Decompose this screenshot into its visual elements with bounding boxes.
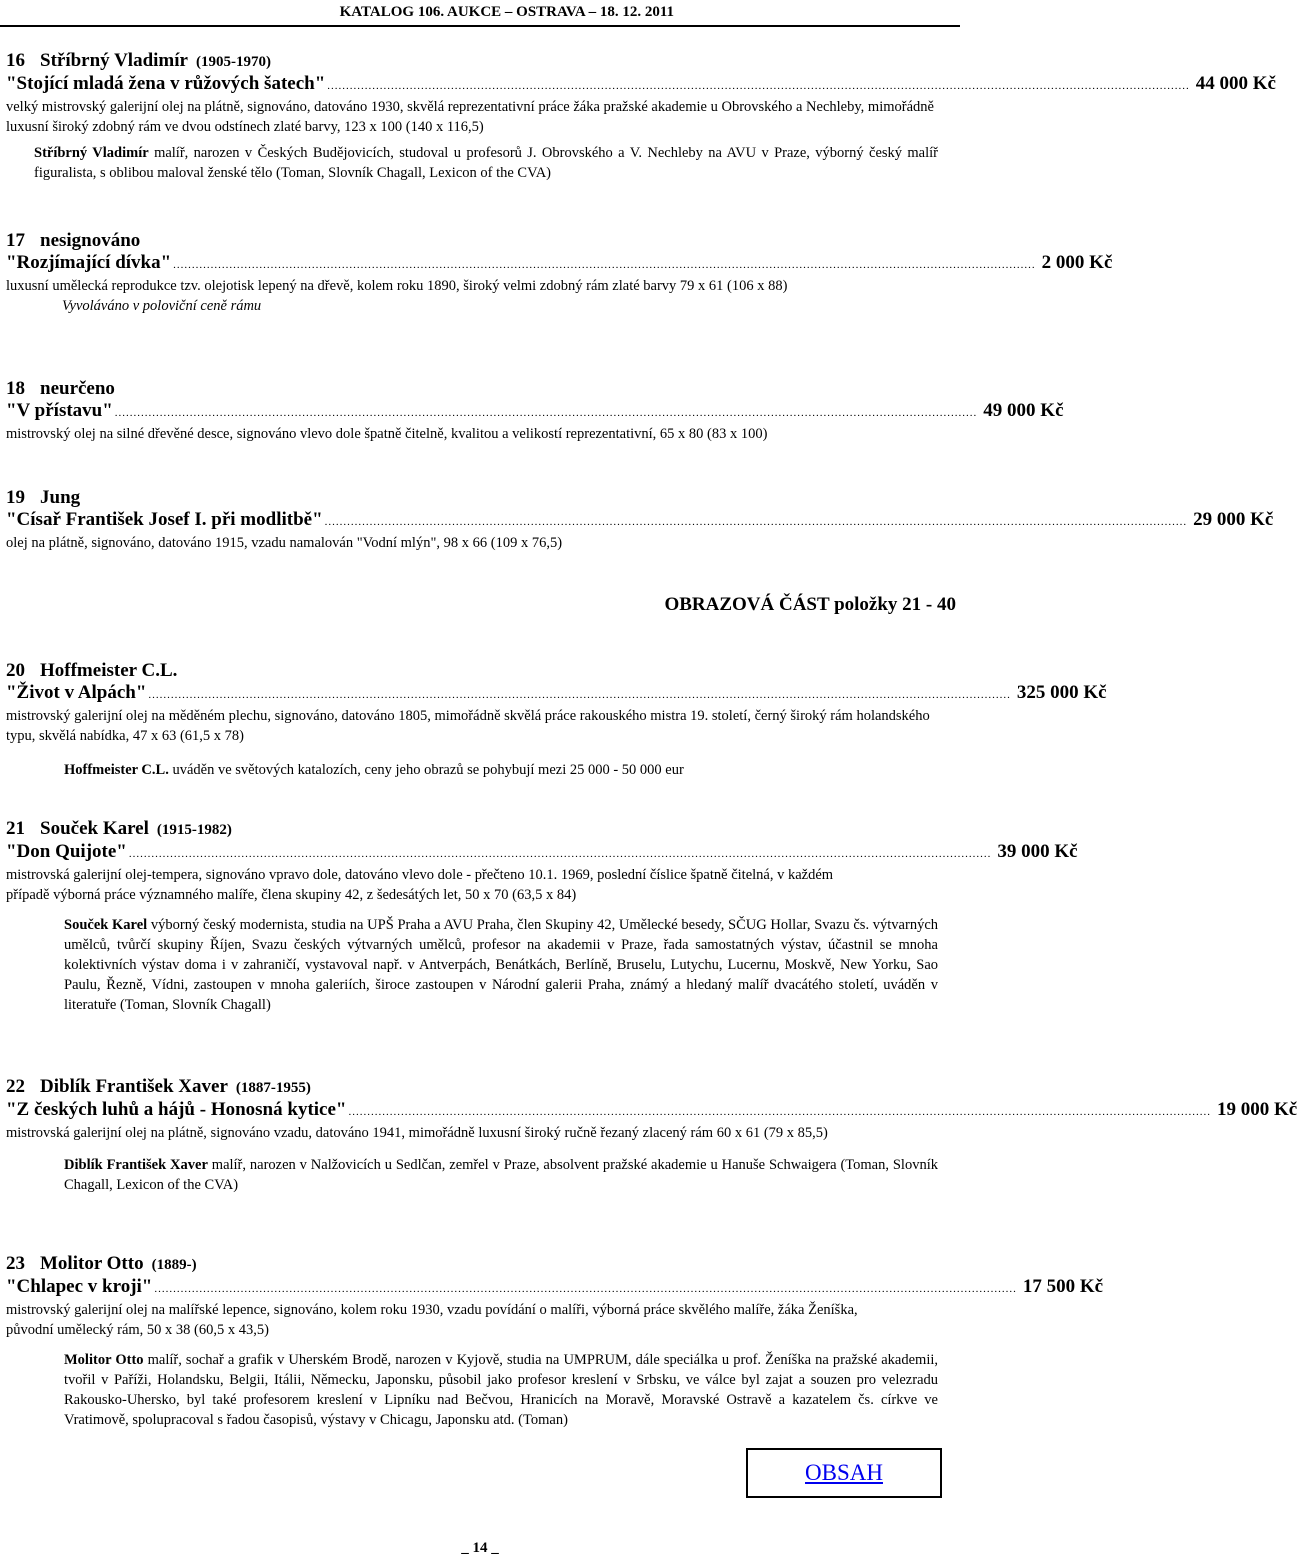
- item-heading: [6, 1253, 938, 1276]
- catalog-item-20: [6, 660, 1107, 780]
- item-heading: [6, 50, 938, 73]
- item-artist: Souček Karel: [40, 818, 149, 839]
- item-price: 19 000 Kč: [1216, 1099, 1297, 1120]
- item-title: "Rozjímající dívka": [6, 252, 172, 273]
- bio-text: malíř, sochař a grafik v Uherském Brodě, narozen v Kyjově, studia na UMPRUM, dále speciálka u prof. Ženíška na pražské akademii, tvořil v Paříži, Holandsku, Belgii, Itálii, Německu, Japonsku, působil jako profesor kreslení v Srbsku, ve válce byl zajat a souzen pro velezradu Rakousko-Uhersko, byl také profesorem kreslení v Lipníku nad Bečvou, Hranicích na Moravě, Moravské Ostravě a kazatelem čs. církve ve Vratimově, spolupracoval s řadou časopisů, výstavy v Chicagu, Japonsku atd. (Toman): [64, 1352, 938, 1428]
- item-artist: Hoffmeister C.L.: [40, 660, 178, 681]
- item-title: "Život v Alpách": [6, 682, 147, 703]
- artist-bio: [6, 1155, 938, 1195]
- item-artist: neurčeno: [40, 378, 115, 399]
- obsah-link-box[interactable]: [746, 1448, 942, 1498]
- catalog-item-19: [6, 487, 1274, 553]
- item-price: 39 000 Kč: [997, 841, 1078, 862]
- item-price: 29 000 Kč: [1193, 509, 1274, 530]
- item-title-line: [6, 682, 1107, 706]
- item-description: olej na plátně, signováno, datováno 1915, vzadu namalován "Vodní mlýn", 98 x 66 (109 x 76,5): [6, 535, 563, 551]
- item-heading: [6, 487, 938, 509]
- item-number: 22: [6, 1076, 25, 1097]
- item-number: 23: [6, 1253, 25, 1274]
- header-rule: [0, 25, 960, 27]
- item-number: 21: [6, 818, 25, 839]
- item-years: (1915-1982): [156, 822, 232, 838]
- header-title: KATALOG 106. AUKCE – OSTRAVA – 18. 12. 2011: [339, 4, 674, 20]
- dot-leader: ......................................................................................................................................................................................................................................: [128, 848, 992, 860]
- item-description: mistrovský galerijní olej na měděném plechu, signováno, datováno 1805, mimořádně skvělá práce rakouského mistra 19. století, černý široký rám holandského typu, skvělá nabídka, 47 x 63 (61,5 x 78): [6, 708, 930, 744]
- section-heading: OBRAZOVÁ ČÁST položky 21 - 40: [664, 594, 956, 615]
- dot-leader: ......................................................................................................................................................................................................................................: [348, 1106, 1211, 1118]
- bio-name: Stříbrný Vladimír: [34, 145, 149, 161]
- item-number: 17: [6, 230, 25, 251]
- item-artist: Stříbrný Vladimír: [40, 50, 188, 71]
- bio-text: výborný český modernista, studia na UPŠ Praha a AVU Praha, člen Skupiny 42, Umělecké besedy, SČUG Hollar, Svazu čs. výtvarných umělců, tvůrčí skupiny Říjen, Svazu českých výtvarných umělců, profesor na akademii v Praze, řada samostatných výstav, účastnil se mnoha kolektivních výstav doma i v zahraničí, vystavoval např. v Antverpách, Benátkách, Berlíně, Bruselu, Lutychu, Lucernu, Moskvě, New Yorku, Sao Paulu, Řezně, Vídni, zastoupen v mnoha galeriích, široce zastoupen v Národní galerii Praha, známý a hledaný malíř dvacátého století, uváděn v literatuře (Toman, Slovník Chagall): [64, 917, 939, 1013]
- obsah-link[interactable]: OBSAH: [805, 1460, 883, 1485]
- item-title: "Chlapec v kroji": [6, 1276, 153, 1297]
- item-price: 325 000 Kč: [1016, 682, 1107, 703]
- artist-bio: [6, 915, 938, 1015]
- item-note: Vyvoláváno v poloviční ceně rámu: [62, 298, 262, 314]
- catalog-item-17: [6, 230, 1113, 316]
- artist-bio: [6, 760, 938, 780]
- item-title: "Z českých luhů a hájů - Honosná kytice": [6, 1099, 347, 1120]
- bio-name: Diblík František Xaver: [64, 1157, 208, 1173]
- artist-bio: [6, 1350, 938, 1430]
- item-price: 17 500 Kč: [1022, 1276, 1104, 1297]
- bio-name: Souček Karel: [64, 917, 148, 933]
- item-number: 20: [6, 660, 25, 681]
- page-number: _ 14 _: [461, 1540, 499, 1556]
- item-description: mistrovský galerijní olej na malířské lepence, signováno, kolem roku 1930, vzadu povídání o malíři, výborná práce skvělého malíře, žáka Ženíška, původní umělecký rám, 50 x 38 (60,5 x 43,5): [6, 1302, 858, 1338]
- item-title-line: [6, 400, 1064, 424]
- bio-text: malíř, narozen v Nalžovicích u Sedlčan, zemřel v Praze, absolvent pražské akademie u Hanuše Schwaigera (Toman, Slovník Chagall, Lexicon of the CVA): [64, 1157, 938, 1193]
- dot-leader: ......................................................................................................................................................................................................................................: [173, 259, 1036, 271]
- item-artist: Molitor Otto: [40, 1253, 144, 1274]
- item-years: (1887-1955): [235, 1080, 311, 1096]
- item-artist: Jung: [40, 487, 81, 508]
- catalog-item-21: [6, 818, 1078, 1015]
- item-years: (1905-1970): [195, 54, 271, 70]
- item-title: "Don Quijote": [6, 841, 127, 862]
- catalog-item-16: [6, 50, 1276, 183]
- artist-bio: [6, 143, 938, 183]
- item-title: "V přístavu": [6, 400, 113, 421]
- item-description: mistrovská galerijní olej na plátně, signováno vzadu, datováno 1941, mimořádně luxusní široký ručně řezaný zlacený rám 60 x 61 (79 x 85,5): [6, 1125, 828, 1141]
- item-description: luxusní umělecká reprodukce tzv. olejotisk lepený na dřevě, kolem roku 1890, široký velmi zdobný rám zlaté barvy 79 x 61 (106 x 88): [6, 278, 788, 294]
- bio-text: malíř, narozen v Českých Budějovicích, studoval u profesorů J. Obrovského a V. Nechleby na AVU v Praze, výborný český malíř figuralista, s oblibou maloval ženské tělo (Toman, Slovník Chagall, Lexicon of the CVA): [34, 145, 939, 181]
- item-number: 18: [6, 378, 25, 399]
- item-artist: nesignováno: [40, 230, 141, 251]
- item-description: velký mistrovský galerijní olej na plátně, signováno, datováno 1930, skvělá reprezentativní práce žáka pražské akademie u Obrovského a Nechleby, mimořádně luxusní široký zdobný rám ve dvou odstínech zlaté barvy, 123 x 100 (140 x 116,5): [6, 99, 934, 135]
- item-heading: [6, 1076, 938, 1099]
- item-heading: [6, 660, 938, 682]
- item-title-line: [6, 252, 1113, 276]
- item-description: mistrovská galerijní olej-tempera, signováno vpravo dole, datováno vlevo dole - přečteno 10.1. 1969, poslední číslice špatně čitelná, v každém případě výborná práce významného malíře, člena skupiny 42, z šedesátých let, 50 x 70 (63,5 x 84): [6, 867, 834, 903]
- item-title-line: [6, 73, 1276, 97]
- item-title-line: [6, 509, 1274, 533]
- item-heading: [6, 378, 938, 400]
- item-number: 19: [6, 487, 25, 508]
- item-heading: [6, 230, 938, 252]
- item-heading: [6, 818, 938, 841]
- bio-name: Molitor Otto: [64, 1352, 144, 1368]
- bio-name: Hoffmeister C.L.: [64, 762, 169, 778]
- item-title-line: [6, 1099, 1297, 1123]
- catalog-item-22: [6, 1076, 1297, 1195]
- bio-text: uváděn ve světových katalozích, ceny jeho obrazů se pohybují mezi 25 000 - 50 000 eur: [168, 762, 684, 778]
- item-price: 2 000 Kč: [1041, 252, 1113, 273]
- page-header: [0, 0, 960, 24]
- dot-leader: ......................................................................................................................................................................................................................................: [154, 1283, 1017, 1295]
- item-title: "Císař František Josef I. při modlitbě": [6, 509, 323, 530]
- dot-leader: ......................................................................................................................................................................................................................................: [324, 516, 1188, 528]
- dot-leader: ......................................................................................................................................................................................................................................: [114, 407, 978, 419]
- catalog-item-23: [6, 1253, 1104, 1430]
- item-artist: Diblík František Xaver: [40, 1076, 228, 1097]
- item-number: 16: [6, 50, 25, 71]
- item-title: "Stojící mladá žena v růžových šatech": [6, 73, 326, 94]
- item-title-line: [6, 1276, 1104, 1300]
- dot-leader: ......................................................................................................................................................................................................................................: [327, 80, 1190, 92]
- item-price: 49 000 Kč: [983, 400, 1064, 421]
- item-price: 44 000 Kč: [1195, 73, 1276, 94]
- catalog-item-18: [6, 378, 1064, 444]
- item-description: mistrovský olej na silné dřevěné desce, signováno vlevo dole špatně čitelně, kvalitou a velikostí reprezentativní, 65 x 80 (83 x 100): [6, 426, 768, 442]
- item-years: (1889-): [151, 1257, 197, 1273]
- dot-leader: ......................................................................................................................................................................................................................................: [148, 689, 1011, 701]
- item-title-line: [6, 841, 1078, 865]
